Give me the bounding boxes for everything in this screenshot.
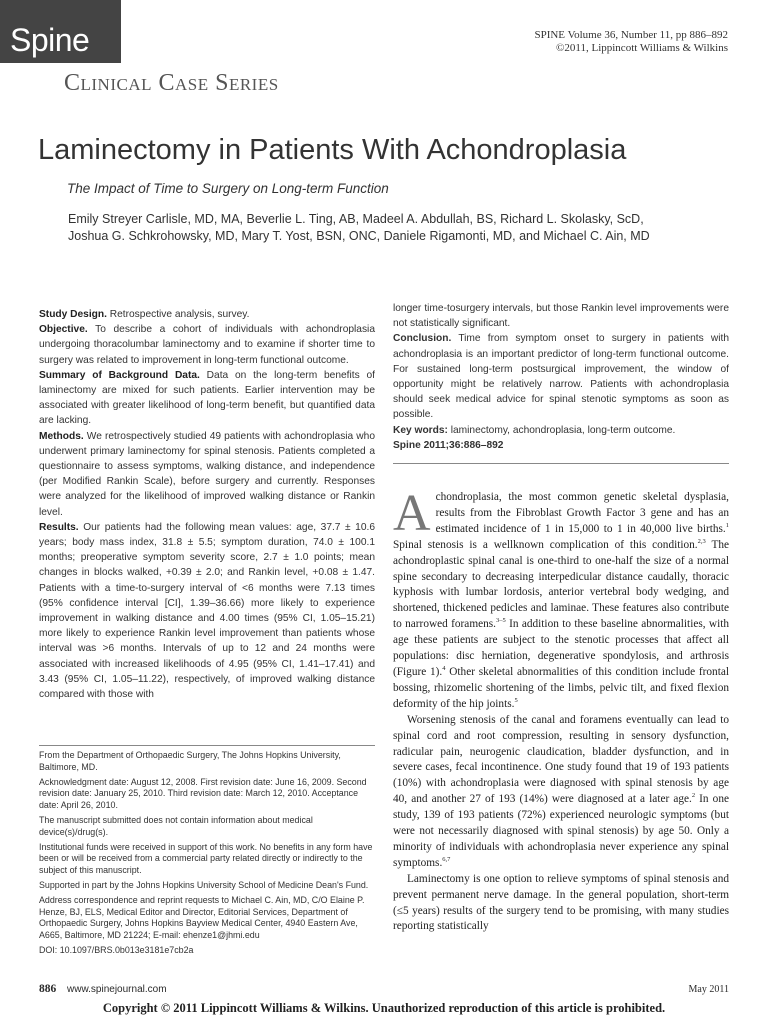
label: Methods.	[39, 430, 84, 442]
text: Other skeletal abnormalities of this condition include frontal bossing, rhizomelic shortening of the limbs, pelvic tilt, and fixed flexion deformity of the hip joints.	[393, 665, 729, 710]
text: In addition to these baseline abnormalities, with age these patients are subject to the stenotic processes that affect all populations: disc herniation, degenerative spondylosis, and arthrosis (Figure 1).	[393, 618, 729, 678]
journal-volume-line: SPINE Volume 36, Number 11, pp 886–892	[534, 29, 728, 41]
text: Time from symptom onset to surgery in patients with achondroplasia is an important predictor of long-term functional outcome. For sustained long-term postsurgical improvement, the window of opportunity might be relatively narrow. Patients with achondroplasia should seek medical advice for spinal stenotic symptoms as soon as possible.	[393, 333, 729, 421]
text: Retrospective analysis, survey.	[106, 309, 250, 320]
reference-link[interactable]: 5	[514, 697, 518, 705]
reference-link[interactable]: 1	[725, 522, 729, 530]
abstract-citation	[393, 438, 729, 453]
article-body	[393, 485, 730, 935]
page-footer	[39, 983, 729, 995]
footnote-affiliation: From the Department of Orthopaedic Surgery, The Johns Hopkins University, Baltimore, MD.	[39, 750, 341, 772]
text: We retrospectively studied 49 patients with achondroplasia who underwent primary laminectomy for spinal stenosis. Patients completed a questionnaire to assess symptoms, walking distance, and independence (per Modified Rankin Scale), before surgery and currently. Responses were analyzed for the likelihood of improved walking distance or Rankin level.	[39, 430, 375, 518]
footnote-support: Supported in part by the Johns Hopkins University School of Medicine Dean's Fund.	[39, 879, 369, 890]
reference-link[interactable]: 2	[691, 792, 696, 800]
text: In one study, 139 of 193 patients (72%) experienced neurologic symptoms (but were not necessarily diagnosed with spinal stenosis) by age 50. Only a minority of individuals with achondroplasia never experience any spinal symptoms.	[393, 793, 729, 869]
author-list	[68, 211, 748, 245]
journal-logo	[0, 0, 121, 63]
body-paragraph-2	[393, 713, 729, 872]
footnote-device: The manuscript submitted does not contain information about medical device(s)/drug(s).	[39, 814, 313, 837]
label: Conclusion.	[393, 333, 452, 345]
abstract-study-design	[39, 307, 375, 322]
text: The achondroplastic spinal canal is one-third to one-half the size of a normal spine secondary to decreasing interpedicular distance caudally, thoracic kyphosis with lumbar lordosis, anterior vertebral body wedging, and shortened, thickened pedicles and laminae. These features also contribute to narrowed foramens.	[393, 538, 730, 631]
abstract-results-continued: longer time-tosurgery intervals, but those Rankin level improvements were not statistically significant.	[393, 303, 729, 330]
journal-logo-text: Spine	[10, 22, 90, 58]
journal-citation-header	[534, 29, 728, 55]
reference-link[interactable]: 2,3	[697, 537, 706, 545]
abstract-results	[39, 520, 375, 702]
text: laminectomy, achondroplasia, long-term outcome.	[447, 424, 676, 436]
reference-link[interactable]: 3–5	[496, 617, 506, 625]
article-title: Laminectomy in Patients With Achondroplasia	[38, 134, 627, 166]
footnotes	[39, 750, 375, 960]
label: Summary of Background Data.	[39, 369, 200, 381]
text: Spinal stenosis is a wellknown complication of this condition.	[393, 538, 698, 551]
abstract-divider	[393, 463, 729, 464]
reference-link[interactable]: 6,7	[442, 856, 451, 864]
abstract-conclusion	[393, 331, 729, 422]
abstract-background	[39, 368, 375, 429]
author-line-2: Joshua G. Schkrohowsky, MD, Mary T. Yost, BSN, ONC, Daniele Rigamonti, MD, and Michael C. Ain, MD	[68, 229, 650, 243]
reference-link[interactable]: 4	[442, 665, 446, 673]
abstract-right-column	[393, 301, 729, 453]
body-paragraph-1	[393, 485, 730, 713]
article-subtitle: The Impact of Time to Surgery on Long-term Function	[67, 181, 389, 196]
author-line-1: Emily Streyer Carlisle, MD, MA, Beverlie L. Ting, AB, Madeel A. Abdullah, BS, Richard L. Skolasky, ScD,	[68, 212, 644, 226]
text: Data on the long-term benefits of laminectomy are mixed for such patients. Earlier intervention may be associated with greater likelihood of long-term benefit, but quantified data are lacking.	[39, 369, 375, 427]
series-heading: Clinical Case Series	[64, 70, 279, 96]
journal-copyright-line: ©2011, Lippincott Williams & Wilkins	[556, 42, 728, 54]
footnote-doi: DOI: 10.1097/BRS.0b013e3181e7cb2a	[39, 944, 194, 955]
body-paragraph-3: Laminectomy is one option to relieve symptoms of spinal stenosis and prevent permanent nerve damage. In the general population, short-term (≤5 years) results of the surgery tend to be promising, with many studies reporting statistically	[393, 872, 729, 933]
label: Objective.	[39, 324, 88, 336]
issue-date: May 2011	[688, 984, 729, 995]
label: Results.	[39, 521, 79, 533]
text: chondroplasia, the most common genetic skeletal dysplasia, results from the Fibroblast Growth Factor 3 gene and has an estimated incidence of 1 in 15,000 to 1 in 40,000 live births.	[435, 491, 729, 535]
drop-cap: A	[393, 485, 431, 542]
text: Worsening stenosis of the canal and foramens eventually can lead to spinal cord and root compression, resulting in sensory dysfunction, radicular pain, neurogenic claudication, bladder dysfunction, and in severe cases, fecal incontinence. One study found that 19 of 193 patients (10%) with achondroplasia were diagnosed with spinal stenosis by age 40, and another 27 of 193 (14%) were diagnosed at a later age.	[393, 713, 729, 806]
citation-text: Spine 2011;36:886–892	[393, 439, 504, 451]
label: Study Design.	[39, 309, 107, 320]
footnote-dates: Acknowledgment date: August 12, 2008. First revision date: June 16, 2009. Second revision date: January 25, 2010. Third revision date: March 12, 2010. Acceptance date: April 26, 2010.	[39, 776, 367, 810]
abstract-keywords	[393, 423, 729, 438]
abstract-objective	[39, 322, 375, 368]
footnote-correspondence: Address correspondence and reprint requests to Michael C. Ain, MD, C/O Elaine P. Henze, BJ, ELS, Medical Editor and Director, Editorial Services, Department of Orthopaedic Surgery, Johns Hopkins Bayview Medical Center, 4940 Eastern Ave, A665, Baltimore, MD 21224; E-mail: ehenze1@jhmi.edu	[39, 895, 365, 940]
label: Key words:	[393, 424, 448, 436]
abstract-methods	[39, 429, 375, 520]
abstract-left-column	[39, 307, 375, 702]
text: To describe a cohort of individuals with achondroplasia undergoing thoracolumbar laminectomy and to examine if shorter time to surgery was related to improvement in long-term functional outcome.	[39, 324, 375, 366]
text: Our patients had the following mean values: age, 37.7 ± 10.6 years; body mass index, 31.8 ± 5.5; symptom duration, 74.0 ± 100.1 months; preoperative symptom severity score, 2.7 ± 1.0 points; mean changes in blocks walked, +0.39 ± 2.0; and Rankin level, +0.08 ± 1.47. Patients with a time-to-surgery interval of <6 months were 7.13 times (95% confidence interval [CI], 1.39–36.66) more likely to experience improvement in walking distance and 4.00 times (95% CI, 1.05–15.21) more likely to experience Rankin level improvement than patients whose interval was >6 months. Intervals of up to 12 and 24 months were associated with increased likelihoods of 4.95 (95% CI, 1.41–17.41) and 3.43 (95% CI, 1.05–11.22), respectively, of improved walking distance compared with those with	[39, 521, 375, 701]
copyright-notice: Copyright © 2011 Lippincott Williams & Wilkins. Unauthorized reproduction of this article is prohibited.	[102, 1001, 666, 1015]
journal-url[interactable]: www.spinejournal.com	[67, 984, 167, 995]
footnote-divider	[39, 745, 375, 746]
footnote-funds: Institutional funds were received in support of this work. No benefits in any form have been or will be received from a commercial party related directly or indirectly to the subject of this manuscript.	[39, 841, 373, 875]
page-number: 886	[39, 983, 57, 995]
